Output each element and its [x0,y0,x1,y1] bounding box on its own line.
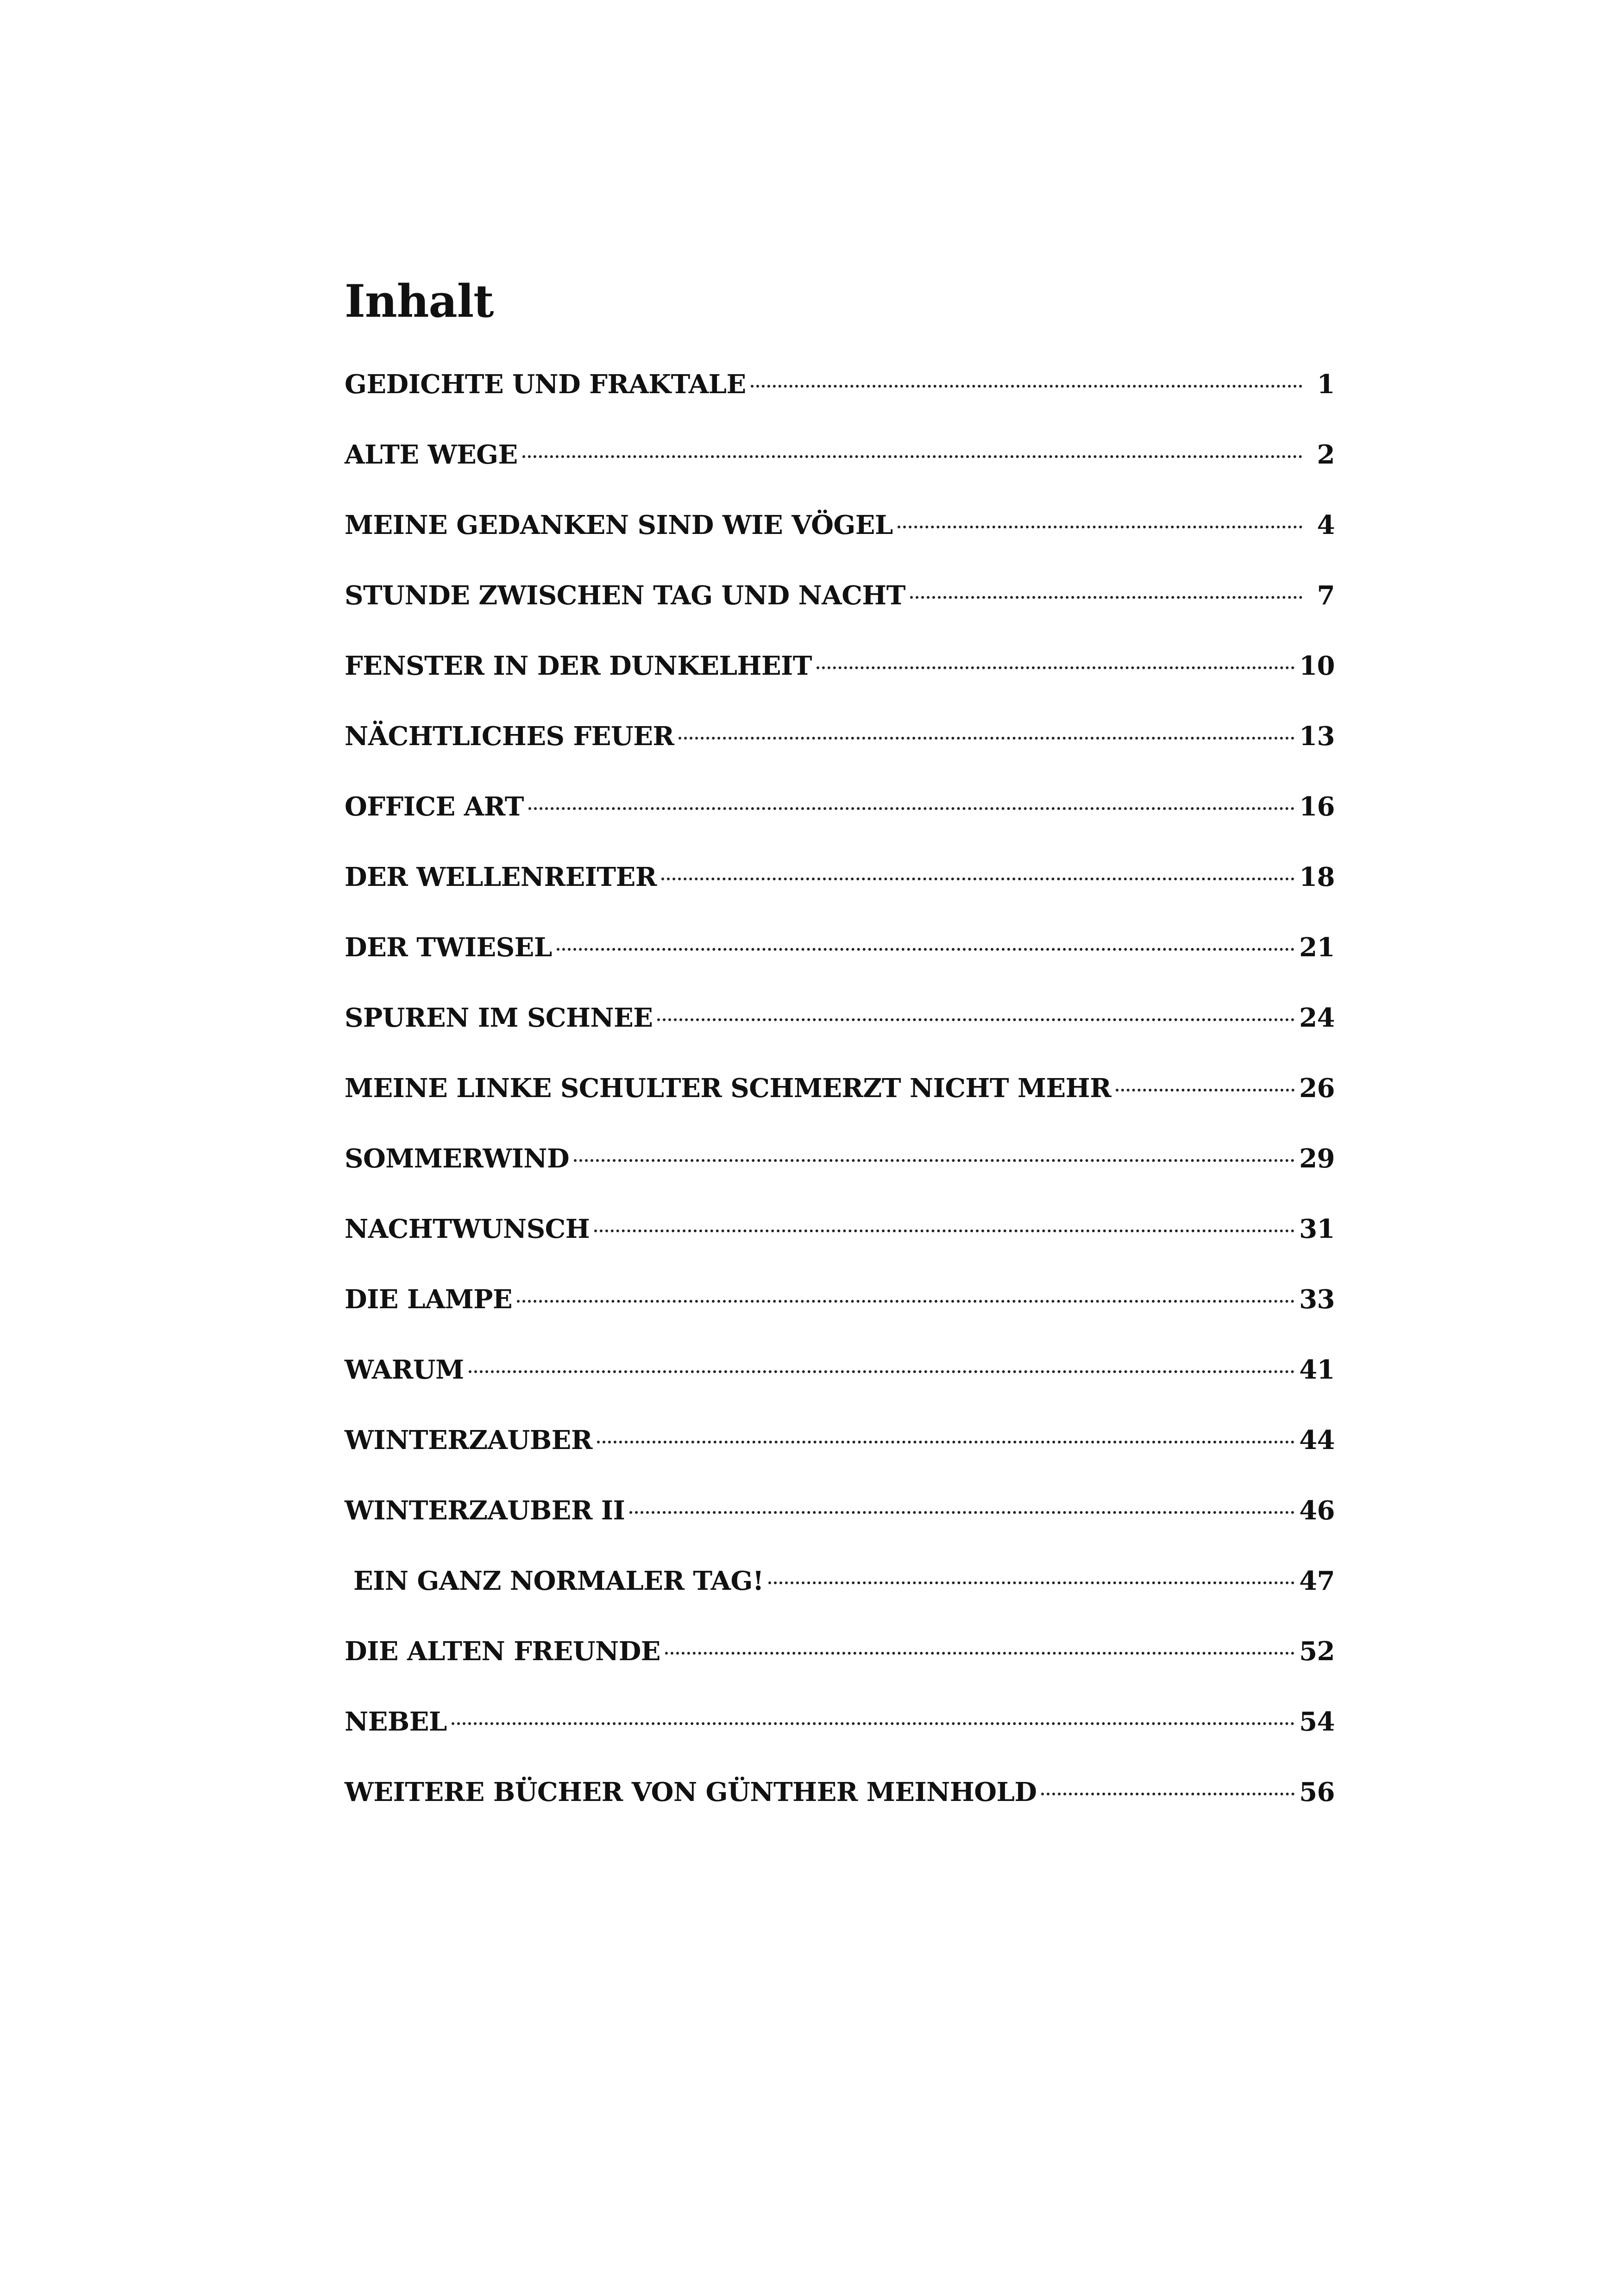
toc-entry[interactable] [345,647,1335,718]
toc-entry-title: SPUREN IM SCHNEE [345,1003,653,1033]
toc-entry[interactable] [345,1070,1335,1140]
toc-entry[interactable] [345,718,1335,788]
toc-entry-page-number: 21 [1299,932,1335,963]
toc-entry-page-number: 4 [1317,510,1335,540]
dot-leader [452,1722,1294,1725]
toc-entry-page-number: 54 [1299,1706,1335,1737]
toc-entry-page-number: 26 [1299,1073,1335,1104]
toc-entry-page-number: 2 [1317,439,1335,470]
dot-leader [910,596,1302,599]
toc-entry-page-number: 47 [1299,1566,1335,1596]
toc-entry-title: MEINE LINKE SCHULTER SCHMERZT NICHT MEHR [345,1073,1112,1104]
toc-entry[interactable] [345,788,1335,859]
toc-entry-page-number: 10 [1299,651,1335,681]
toc-entry-title: FENSTER IN DER DUNKELHEIT [345,651,812,681]
toc-entry[interactable] [345,366,1335,436]
toc-entry[interactable] [345,1422,1335,1492]
toc-entry[interactable] [345,1492,1335,1562]
dot-leader [661,878,1294,880]
toc-entry-title: WINTERZAUBER [345,1425,592,1455]
dot-leader [679,737,1294,740]
toc-entry[interactable] [345,1703,1335,1774]
toc-entry[interactable] [345,1633,1335,1703]
toc-entry-page-number: 18 [1299,862,1335,892]
toc-entry[interactable] [345,577,1335,647]
dot-leader [751,385,1302,388]
toc-entry-title: EIN GANZ NORMALER TAG! [345,1566,764,1596]
dot-leader [517,1300,1294,1303]
dot-leader [594,1230,1294,1232]
toc-entry-title: GEDICHTE UND FRAKTALE [345,369,746,400]
toc-entry-page-number: 13 [1299,721,1335,752]
toc-entry[interactable] [345,1140,1335,1211]
toc-entry-title: WINTERZAUBER II [345,1495,625,1526]
toc-entry-title: NÄCHTLICHES FEUER [345,721,674,752]
toc-entry[interactable] [345,507,1335,577]
toc-entry-page-number: 44 [1299,1425,1335,1455]
toc-entry[interactable] [345,1281,1335,1351]
toc-entry-title: ALTE WEGE [345,439,518,470]
toc-entry[interactable] [345,859,1335,929]
dot-leader [557,948,1294,951]
dot-leader [629,1511,1294,1514]
dot-leader [528,807,1294,810]
toc-entry-title: STUNDE ZWISCHEN TAG UND NACHT [345,580,905,611]
toc-entry-page-number: 33 [1299,1284,1335,1315]
toc-entry-page-number: 24 [1299,1003,1335,1033]
toc-entry[interactable] [345,929,1335,999]
toc-entry-title: DIE LAMPE [345,1284,513,1315]
toc-entry-title: DER WELLENREITER [345,862,657,892]
toc-entry[interactable] [345,1562,1335,1633]
toc-entry[interactable] [345,436,1335,507]
dot-leader [574,1159,1294,1162]
toc-entry[interactable] [345,1211,1335,1281]
toc-heading: Inhalt [345,275,494,327]
toc-entry-title: WEITERE BÜCHER VON GÜNTHER MEINHOLD [345,1777,1037,1807]
dot-leader [1041,1793,1294,1795]
toc-entry-page-number: 56 [1299,1777,1335,1807]
toc-entry[interactable] [345,1774,1335,1844]
toc-entry-page-number: 31 [1299,1214,1335,1244]
toc-entry-title: DER TWIESEL [345,932,552,963]
toc-entry-title: NEBEL [345,1706,447,1737]
toc-entry-page-number: 52 [1299,1636,1335,1667]
toc-entry-page-number: 41 [1299,1355,1335,1385]
toc-entry-page-number: 29 [1299,1143,1335,1174]
toc-entry-title: NACHTWUNSCH [345,1214,590,1244]
dot-leader [1116,1089,1294,1092]
toc-list [345,366,1335,1844]
toc-entry-title: DIE ALTEN FREUNDE [345,1636,660,1667]
dot-leader [768,1581,1294,1584]
toc-entry[interactable] [345,999,1335,1070]
dot-leader [522,455,1302,458]
toc-entry-page-number: 7 [1317,580,1335,611]
toc-entry-page-number: 1 [1317,369,1335,400]
dot-leader [665,1652,1294,1655]
toc-entry-title: SOMMERWIND [345,1143,570,1174]
toc-entry-title: MEINE GEDANKEN SIND WIE VÖGEL [345,510,893,540]
toc-entry-page-number: 16 [1299,791,1335,822]
dot-leader [817,666,1294,669]
toc-entry[interactable] [345,1351,1335,1422]
dot-leader [657,1018,1294,1021]
dot-leader [469,1370,1294,1373]
dot-leader [898,526,1302,528]
toc-entry-title: WARUM [345,1355,464,1385]
toc-entry-title: OFFICE ART [345,791,524,822]
dot-leader [597,1441,1294,1443]
toc-entry-page-number: 46 [1299,1495,1335,1526]
